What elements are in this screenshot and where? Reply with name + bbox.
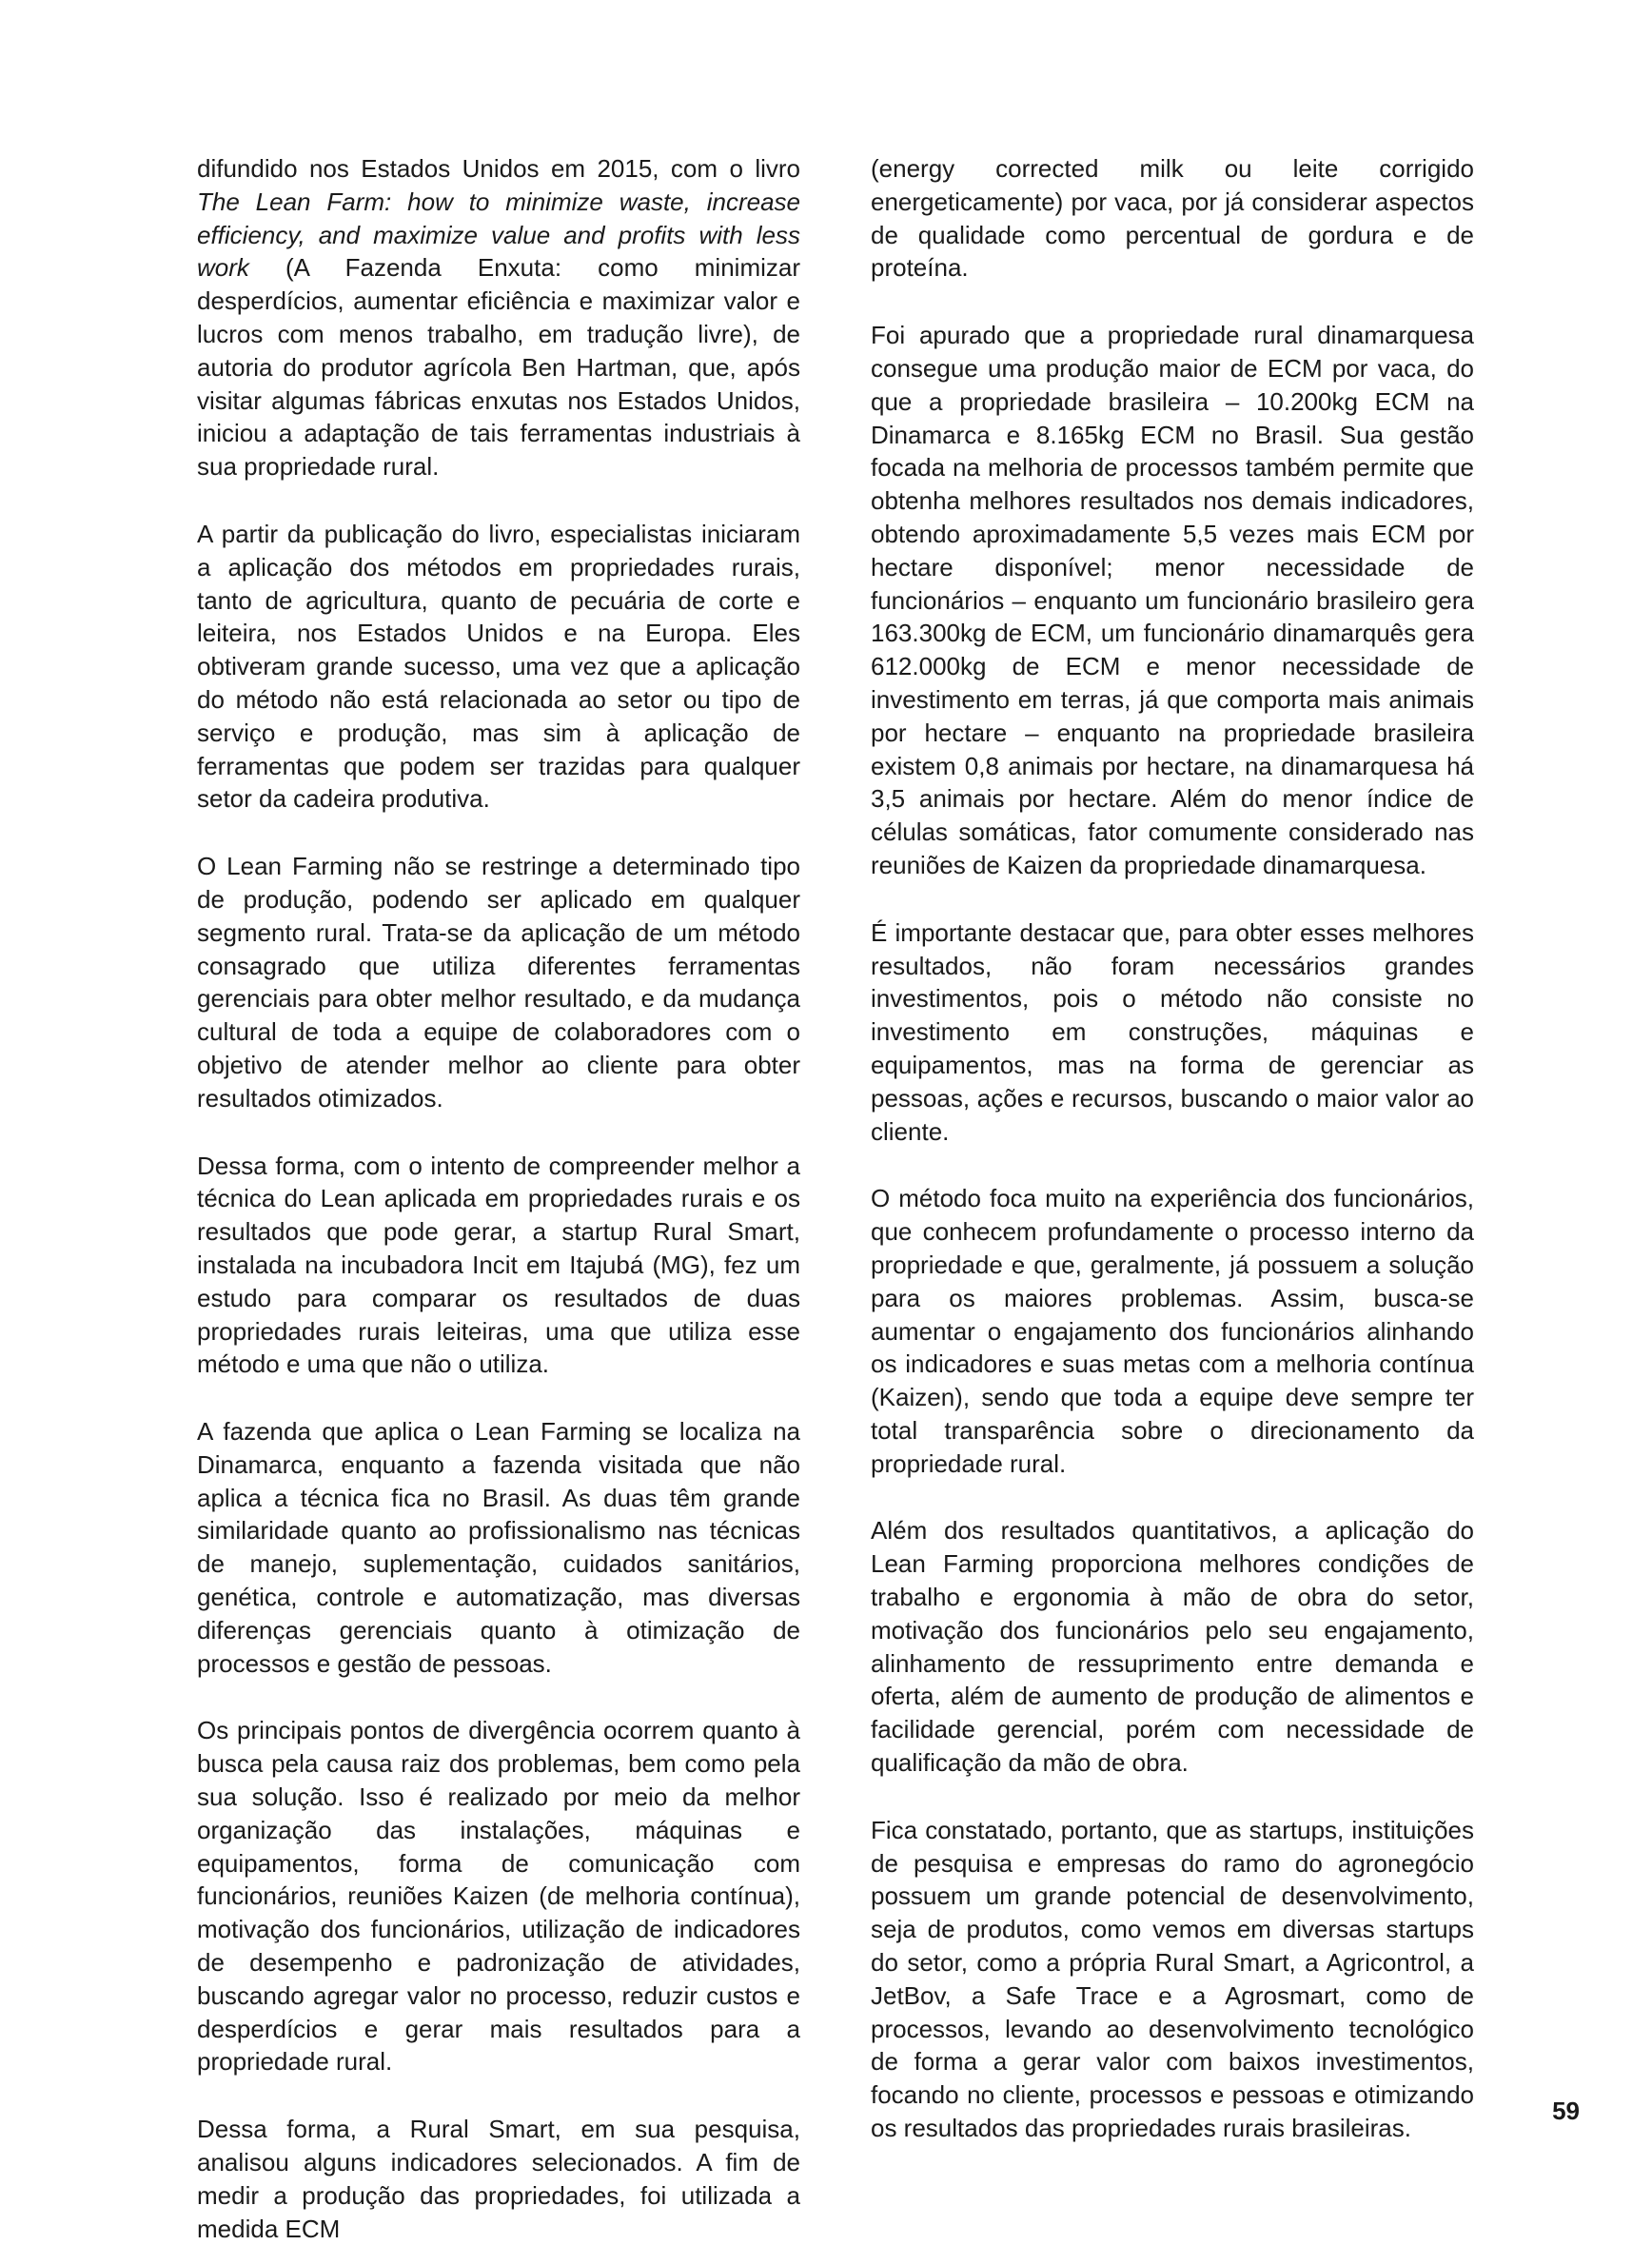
paragraph (871, 152, 1474, 285)
text-run: difundido nos Estados Unidos em 2015, com o livro (197, 154, 800, 183)
text-run: É importante destacar que, para obter esses melhores resultados, não foram necessários grandes investimentos, pois o método não consiste no investimento em construções, máquinas e equipamentos, mas na forma de gerenciar as pessoas, ações e recursos, buscando o maior valor ao cliente. (871, 917, 1474, 1146)
paragraph (197, 1415, 800, 1680)
paragraph (197, 2113, 800, 2245)
paragraph (871, 1514, 1474, 1779)
left-column (197, 152, 800, 2245)
paragraph (871, 916, 1474, 1149)
paragraph (197, 1714, 800, 2078)
paragraph (871, 1182, 1474, 1480)
text-run: A fazenda que aplica o Lean Farming se localiza na Dinamarca, enquanto a fazenda visitada que não aplica a técnica fica no Brasil. As duas têm grande similaridade quanto ao profissionalismo nas técnicas de manejo, suplementação, cuidados sanitários, genética, controle e automatização, mas diversas diferenças gerenciais quanto à otimização de processos e gestão de pessoas. (197, 1417, 800, 1678)
text-run: Além dos resultados quantitativos, a aplicação do Lean Farming proporciona melhores condições de trabalho e ergonomia à mão de obra do setor, motivação dos funcionários pelo seu engajamento, alinhamento de ressuprimento entre demanda e oferta, além de aumento de produção de alimentos e facilidade gerencial, porém com necessidade de qualificação da mão de obra. (871, 1516, 1474, 1778)
text-run: O método foca muito na experiência dos funcionários, que conhecem profundamente o processo interno da propriedade e que, geralmente, já possuem a solução para os maiores problemas. Assim, busca-se aumentar o engajamento dos funcionários alinhando os indicadores e suas metas com a melhoria contínua (Kaizen), sendo que toda a equipe deve sempre ter total transparência sobre o direcionamento da propriedade rural. (871, 1184, 1474, 1478)
text-run: Fica constatado, portanto, que as startups, instituições de pesquisa e empresas do ramo do agronegócio possuem um grande potencial de desenvolvimento, seja de produtos, como vemos em diversas startups do setor, como a própria Rural Smart, a Agricontrol, a JetBov, a Safe Trace e a Agrosmart, como de processos, levando ao desenvolvimento tecnológico de forma a gerar valor com baixos investimentos, focando no cliente, processos e pessoas e otimizando os resultados das propriedades rurais brasileiras. (871, 1815, 1474, 2143)
paragraph (197, 850, 800, 1114)
text-run: O Lean Farming não se restringe a determinado tipo de produção, podendo ser aplicado em qualquer segmento rural. Trata-se da aplicação de um método consagrado que utiliza diferentes ferramentas gerenciais para obter melhor resultado, e da mudança cultural de toda a equipe de colaboradores com o objetivo de atender melhor ao cliente para obter resultados otimizados. (197, 852, 800, 1113)
text-run: Dessa forma, a Rural Smart, em sua pesquisa, analisou alguns indicadores selecionados. A fim de medir a produção das propriedades, foi utilizada a medida ECM (197, 2115, 800, 2243)
text-run: A partir da publicação do livro, especialistas iniciaram a aplicação dos métodos em propriedades rurais, tanto de agricultura, quanto de pecuária de corte e leiteira, nos Estados Unidos e na Europa. Eles obtiveram grande sucesso, uma vez que a aplicação do método não está relacionada ao setor ou tipo de serviço e produção, mas sim à aplicação de ferramentas que podem ser trazidas para qualquer setor da cadeira produtiva. (197, 519, 800, 814)
text-run: Dessa forma, com o intento de compreender melhor a técnica do Lean aplicada em propriedades rurais e os resultados que pode gerar, a startup Rural Smart, instalada na incubadora Incit em Itajubá (MG), fez um estudo para comparar os resultados de duas propriedades rurais leiteiras, uma que utiliza esse método e uma que não o utiliza. (197, 1151, 800, 1379)
text-run: Foi apurado que a propriedade rural dinamarquesa consegue uma produção maior de ECM por vaca, do que a propriedade brasileira – 10.200kg ECM na Dinamarca e 8.165kg ECM no Brasil. Sua gestão focada na melhoria de processos também permite que obtenha melhores resultados nos demais indicadores, obtendo aproximadamente 5,5 vezes mais ECM por hectare disponível; menor necessidade de funcionários – enquanto um funcionário brasileiro gera 163.300kg de ECM, um funcionário dinamarquês gera 612.000kg de ECM e menor necessidade de investimento em terras, já que comporta mais animais por hectare – enquanto na propriedade brasileira existem 0,8 animais por hectare, na dinamarquesa há 3,5 animais por hectare. Além do menor índice de células somáticas, fator comumente considerado nas reuniões de Kaizen da propriedade dinamarquesa. (871, 321, 1474, 879)
paragraph (197, 518, 800, 816)
paragraph (871, 319, 1474, 882)
text-run: (energy corrected milk ou leite corrigido energeticamente) por vaca, por já considerar aspectos de qualidade como percentual de gordura e de proteína. (871, 154, 1474, 283)
paragraph (197, 1150, 800, 1382)
text-run: Os principais pontos de divergência ocorrem quanto à busca pela causa raiz dos problemas, bem como pela sua solução. Isso é realizado por meio da melhor organização das instalações, máquinas e equipamentos, forma de comunicação com funcionários, reuniões Kaizen (de melhoria contínua), motivação dos funcionários, utilização de indicadores de desempenho e padronização de atividades, buscando agregar valor no processo, reduzir custos e desperdícios e gerar mais resultados para a propriedade rural. (197, 1716, 800, 2077)
italic-text: The Lean Farm: how to minimize waste, increase efficiency, and maximize value and profits with less work (197, 187, 800, 283)
page-number: 59 (1552, 2097, 1580, 2125)
text-run: (A Fazenda Enxuta: como minimizar desperdícios, aumentar eficiência e maximizar valor e lucros com menos trabalho, em tradução livre), de autoria do produtor agrícola Ben Hartman, que, após visitar algumas fábricas enxutas nos Estados Unidos, iniciou a adaptação de tais ferramentas industriais à sua propriedade rural. (197, 253, 800, 482)
paragraph (871, 1814, 1474, 2145)
paragraph (197, 152, 800, 483)
right-column (871, 152, 1474, 2145)
